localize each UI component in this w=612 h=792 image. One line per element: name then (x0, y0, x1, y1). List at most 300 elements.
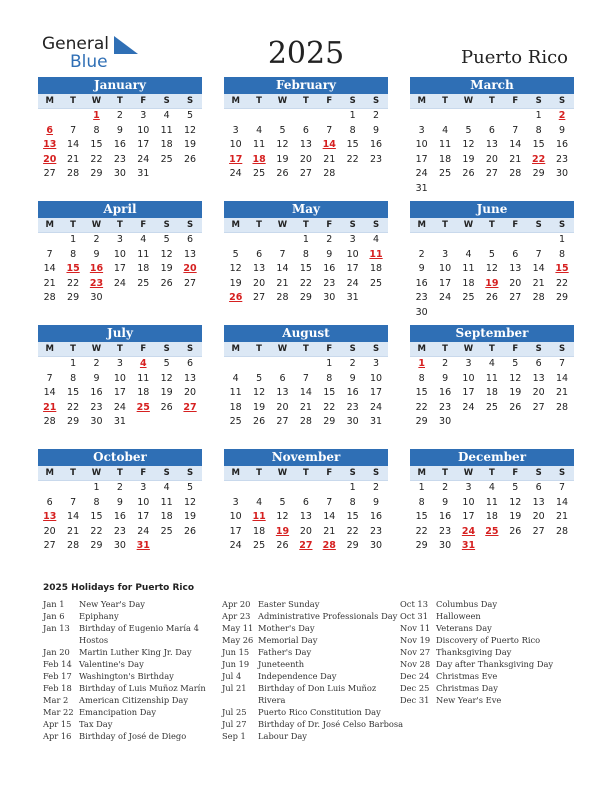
day-grid (224, 233, 388, 306)
day: 5 (465, 124, 472, 136)
holiday-row (43, 694, 206, 706)
day: 3 (232, 496, 239, 508)
weekday-label: T (116, 344, 123, 354)
day: 15 (90, 511, 103, 523)
day: 20 (299, 525, 312, 537)
day: 27 (276, 416, 289, 428)
day: 21 (67, 525, 80, 537)
day: 11 (160, 496, 173, 508)
day: 26 (183, 525, 197, 537)
holiday-date: Jun 19 (222, 659, 250, 669)
day: 13 (509, 263, 522, 275)
page-title-year: 2025 (267, 36, 345, 71)
empty-day (271, 109, 294, 124)
day: 24 (137, 153, 150, 165)
day: 18 (439, 153, 452, 165)
holiday-day: 14 (322, 139, 336, 151)
holiday-date: Nov 11 (400, 623, 431, 633)
day: 29 (299, 292, 312, 304)
day: 2 (116, 482, 123, 493)
day: 10 (229, 511, 242, 523)
holiday-column (222, 598, 403, 742)
day: 22 (90, 525, 103, 537)
day: 27 (485, 168, 498, 180)
holiday-name: Birthday of Luis Muñoz Marín (79, 683, 206, 693)
day: 17 (137, 511, 150, 523)
day: 27 (509, 292, 522, 304)
weekday-label: S (349, 468, 356, 478)
day: 2 (373, 110, 380, 121)
holiday-name: Rivera (258, 695, 286, 705)
day: 26 (253, 416, 266, 428)
day: 11 (253, 139, 266, 151)
empty-day (224, 109, 247, 124)
weekday-label: F (512, 96, 519, 106)
weekday-label: M (45, 96, 54, 106)
day: 17 (229, 525, 242, 537)
day: 10 (462, 496, 475, 508)
holiday-day: 20 (43, 153, 57, 165)
holiday-row (43, 646, 206, 658)
weekday-label: T (256, 96, 262, 106)
weekday-label: T (488, 344, 495, 354)
holiday-name: Epiphany (79, 611, 119, 621)
day: 8 (326, 372, 333, 384)
day: 21 (555, 511, 569, 523)
day: 9 (418, 263, 425, 275)
day: 20 (276, 401, 289, 413)
day: 5 (488, 248, 495, 260)
day: 15 (346, 139, 359, 151)
day: 25 (137, 277, 150, 289)
weekday-label: S (372, 468, 380, 478)
day: 30 (113, 540, 126, 552)
day: 31 (137, 168, 150, 180)
holiday-row (222, 694, 403, 706)
empty-day (38, 357, 61, 372)
weekday-label: W (91, 96, 102, 106)
day-grid (224, 357, 388, 430)
weekday-row (224, 342, 388, 357)
weekday-label: S (186, 468, 194, 478)
day: 25 (462, 292, 475, 304)
weekday-label: T (302, 468, 309, 478)
day: 15 (299, 263, 312, 275)
day: 6 (512, 248, 519, 260)
empty-day (61, 109, 84, 124)
holiday-date: Jun 15 (222, 647, 250, 657)
day: 9 (93, 248, 100, 260)
day: 24 (369, 401, 383, 413)
empty-day (38, 481, 61, 496)
day: 29 (555, 292, 569, 304)
day: 8 (70, 248, 77, 260)
holiday-name: Christmas Eve (436, 671, 498, 681)
day: 10 (462, 372, 475, 384)
day: 1 (349, 482, 356, 493)
day: 2 (349, 358, 356, 369)
empty-day (61, 481, 84, 496)
day: 16 (113, 511, 126, 523)
day: 26 (276, 540, 289, 552)
weekday-row (410, 94, 574, 109)
day: 12 (253, 387, 266, 399)
day: 29 (90, 168, 103, 180)
holiday-date: Sep 1 (222, 731, 246, 741)
day: 29 (67, 416, 80, 428)
weekday-label: F (326, 468, 333, 478)
day: 28 (276, 292, 289, 304)
holiday-name: Juneteenth (258, 659, 305, 669)
weekday-label: M (417, 220, 426, 230)
day: 4 (488, 358, 495, 369)
holiday-name: Administrative Professionals Day (258, 611, 398, 621)
day: 13 (299, 511, 312, 523)
day: 16 (439, 387, 452, 399)
holiday-row (400, 682, 553, 694)
day: 6 (535, 358, 542, 369)
day: 25 (485, 401, 498, 413)
day: 22 (323, 401, 336, 413)
day: 25 (160, 525, 173, 537)
holiday-day: 20 (183, 263, 197, 275)
day: 12 (183, 496, 197, 508)
weekday-label: M (45, 468, 54, 478)
day: 9 (116, 496, 123, 508)
day: 30 (415, 306, 428, 318)
day: 3 (140, 482, 147, 493)
holiday-day: 27 (299, 540, 313, 552)
day: 1 (70, 358, 77, 369)
holiday-name: Martin Luther King Jr. Day (79, 647, 192, 657)
month-header: December (410, 449, 574, 466)
holiday-row (43, 670, 206, 682)
holiday-name: Memorial Day (258, 635, 318, 645)
holiday-name: Birthday of Dr. José Celso Barbosa (258, 719, 404, 729)
holiday-day: 11 (369, 248, 383, 260)
weekday-label: W (463, 468, 474, 478)
day: 13 (183, 372, 197, 384)
weekday-label: M (45, 344, 54, 354)
day: 21 (323, 525, 336, 537)
holiday-date (222, 694, 258, 706)
weekday-label: S (163, 468, 170, 478)
holiday-name: Independence Day (258, 671, 337, 681)
weekday-label: T (256, 220, 262, 230)
weekday-label: F (326, 220, 333, 230)
holiday-day: 15 (66, 263, 80, 275)
day: 8 (535, 124, 542, 136)
day: 22 (555, 277, 569, 289)
weekday-row (410, 342, 574, 357)
day: 23 (439, 525, 452, 537)
day: 22 (67, 277, 80, 289)
holiday-name: Columbus Day (436, 599, 498, 609)
holiday-row (400, 610, 553, 622)
holiday-date: Jul 25 (222, 707, 247, 717)
day: 5 (279, 496, 286, 508)
day: 11 (137, 248, 150, 260)
day: 9 (93, 372, 100, 384)
holiday-day: 16 (89, 263, 104, 275)
day: 2 (93, 234, 100, 245)
day: 10 (415, 139, 428, 151)
day: 22 (346, 525, 359, 537)
day: 1 (93, 482, 100, 493)
month-header: June (410, 201, 574, 218)
day: 11 (462, 263, 475, 275)
day: 23 (113, 153, 126, 165)
day-grid (38, 109, 202, 182)
month-header: January (38, 77, 202, 94)
holiday-row (222, 598, 403, 610)
weekday-label: M (417, 344, 426, 354)
month-september (410, 325, 574, 430)
day: 2 (418, 248, 425, 260)
day-grid (38, 357, 202, 430)
day: 6 (488, 124, 495, 136)
holiday-name: Tax Day (79, 719, 113, 729)
holiday-date: Nov 28 (400, 659, 431, 669)
empty-day (294, 109, 317, 124)
day: 10 (137, 124, 150, 136)
weekday-label: T (256, 344, 262, 354)
holiday-date: Mar 22 (43, 707, 74, 717)
day: 27 (183, 277, 197, 289)
empty-day (294, 481, 317, 496)
day: 27 (532, 525, 545, 537)
day: 7 (326, 496, 333, 508)
weekday-label: F (140, 344, 147, 354)
day: 24 (462, 401, 475, 413)
holiday-date: Oct 31 (400, 611, 428, 621)
day: 14 (67, 139, 80, 151)
day: 11 (485, 372, 498, 384)
weekday-label: S (163, 220, 170, 230)
day: 12 (462, 139, 475, 151)
day: 3 (465, 482, 472, 493)
day: 24 (137, 525, 150, 537)
logo-text-general: General (42, 34, 109, 54)
holiday-date: Jan 6 (43, 611, 65, 621)
day: 20 (253, 277, 266, 289)
day: 19 (183, 511, 197, 523)
holiday-name: Discovery of Puerto Rico (436, 635, 541, 645)
holiday-row (43, 622, 206, 634)
holiday-day: 26 (229, 292, 243, 304)
day: 6 (302, 496, 309, 508)
empty-day (433, 109, 456, 124)
weekday-label: S (535, 344, 542, 354)
holiday-date: Jan 20 (43, 647, 70, 657)
empty-day (247, 357, 270, 372)
day: 26 (160, 277, 173, 289)
day: 7 (535, 248, 542, 260)
day-grid (410, 109, 574, 197)
weekday-label: W (277, 468, 288, 478)
holiday-date: Dec 31 (400, 695, 430, 705)
empty-day (247, 109, 270, 124)
day: 4 (256, 496, 263, 508)
day: 12 (485, 263, 498, 275)
empty-day (480, 233, 503, 248)
empty-day (224, 481, 247, 496)
day: 24 (415, 168, 428, 180)
weekday-label: S (558, 220, 566, 230)
day-grid (224, 481, 388, 554)
holiday-name: Emancipation Day (79, 707, 157, 717)
day: 3 (465, 358, 472, 369)
holiday-row (43, 610, 206, 622)
holiday-day: 21 (43, 401, 57, 413)
day: 17 (346, 263, 359, 275)
day: 18 (229, 401, 242, 413)
day: 19 (253, 401, 266, 413)
holiday-date: Apr 16 (43, 731, 72, 741)
day: 31 (113, 416, 126, 428)
day: 24 (439, 292, 452, 304)
day: 16 (555, 139, 569, 151)
holiday-name: Christmas Day (436, 683, 498, 693)
day: 18 (137, 263, 150, 275)
day: 27 (299, 168, 312, 180)
weekday-label: T (70, 96, 76, 106)
day: 10 (113, 248, 126, 260)
day: 28 (67, 540, 80, 552)
holiday-day: 17 (229, 153, 243, 165)
day: 31 (369, 416, 383, 428)
day: 10 (439, 263, 452, 275)
day: 3 (418, 124, 425, 136)
holiday-row (43, 718, 206, 730)
day: 23 (346, 401, 359, 413)
day: 29 (415, 540, 428, 552)
holiday-row (43, 634, 206, 646)
empty-day (410, 233, 433, 248)
day: 29 (323, 416, 336, 428)
day: 16 (369, 511, 383, 523)
day: 12 (183, 124, 197, 136)
day: 13 (253, 263, 266, 275)
weekday-label: F (512, 220, 519, 230)
day: 6 (256, 248, 263, 260)
weekday-label: S (558, 96, 566, 106)
holiday-row (400, 670, 553, 682)
weekday-label: S (558, 344, 566, 354)
day: 16 (439, 511, 452, 523)
day: 28 (532, 292, 545, 304)
day: 19 (462, 153, 475, 165)
weekday-label: F (140, 96, 147, 106)
holiday-row (43, 682, 206, 694)
day: 4 (256, 124, 263, 136)
empty-day (271, 357, 294, 372)
holiday-name: Valentine's Day (79, 659, 144, 669)
holiday-name: American Citizenship Day (79, 695, 189, 705)
holiday-column (43, 598, 206, 742)
day: 9 (349, 372, 356, 384)
day: 22 (415, 525, 428, 537)
day: 30 (90, 292, 103, 304)
holiday-name: Labour Day (258, 731, 307, 741)
holiday-day: 11 (252, 511, 266, 523)
weekday-label: S (535, 468, 542, 478)
day: 9 (559, 124, 566, 136)
day: 7 (70, 124, 77, 136)
holiday-row (43, 598, 206, 610)
holiday-day: 31 (461, 540, 476, 552)
day: 14 (276, 263, 289, 275)
day: 7 (512, 124, 519, 136)
day: 11 (229, 387, 242, 399)
day: 21 (276, 277, 289, 289)
day: 17 (415, 153, 428, 165)
day: 5 (163, 358, 170, 369)
holiday-row (222, 706, 403, 718)
day: 8 (93, 496, 100, 508)
day: 14 (532, 263, 545, 275)
holiday-name: Day after Thanksgiving Day (436, 659, 554, 669)
day: 11 (137, 372, 150, 384)
day: 16 (346, 387, 359, 399)
holiday-row (222, 634, 403, 646)
day-grid (410, 481, 574, 554)
day: 21 (299, 401, 312, 413)
holiday-date: Feb 17 (43, 671, 72, 681)
day: 2 (442, 482, 449, 493)
day: 25 (160, 153, 173, 165)
month-february (224, 77, 388, 182)
holiday-column (400, 598, 553, 706)
day: 25 (439, 168, 452, 180)
day: 25 (229, 416, 242, 428)
day: 23 (415, 292, 428, 304)
day: 14 (43, 263, 56, 275)
weekday-label: S (535, 220, 542, 230)
day: 2 (442, 358, 449, 369)
day: 1 (326, 358, 333, 369)
day: 8 (93, 124, 100, 136)
weekday-label: M (231, 344, 240, 354)
holiday-name: New Year's Day (79, 599, 145, 609)
weekday-label: T (488, 96, 495, 106)
day-grid (410, 233, 574, 321)
day: 12 (276, 511, 289, 523)
weekday-label: M (417, 96, 426, 106)
day: 20 (509, 277, 522, 289)
day: 7 (559, 482, 566, 493)
day: 16 (323, 263, 336, 275)
day: 8 (418, 372, 425, 384)
holiday-name: Easter Sunday (258, 599, 320, 609)
holiday-date: Jul 27 (222, 719, 247, 729)
month-header: September (410, 325, 574, 342)
day: 24 (113, 277, 126, 289)
day: 13 (183, 248, 197, 260)
holiday-day: 27 (183, 401, 197, 413)
empty-day (433, 233, 456, 248)
day: 16 (415, 277, 428, 289)
holiday-date: Apr 23 (222, 611, 251, 621)
day: 15 (415, 387, 428, 399)
day: 12 (160, 248, 173, 260)
weekday-label: T (116, 468, 123, 478)
day: 9 (373, 124, 380, 136)
holiday-date: Feb 14 (43, 659, 72, 669)
day: 3 (140, 110, 147, 121)
empty-day (410, 109, 433, 124)
holiday-day: 25 (485, 525, 499, 537)
